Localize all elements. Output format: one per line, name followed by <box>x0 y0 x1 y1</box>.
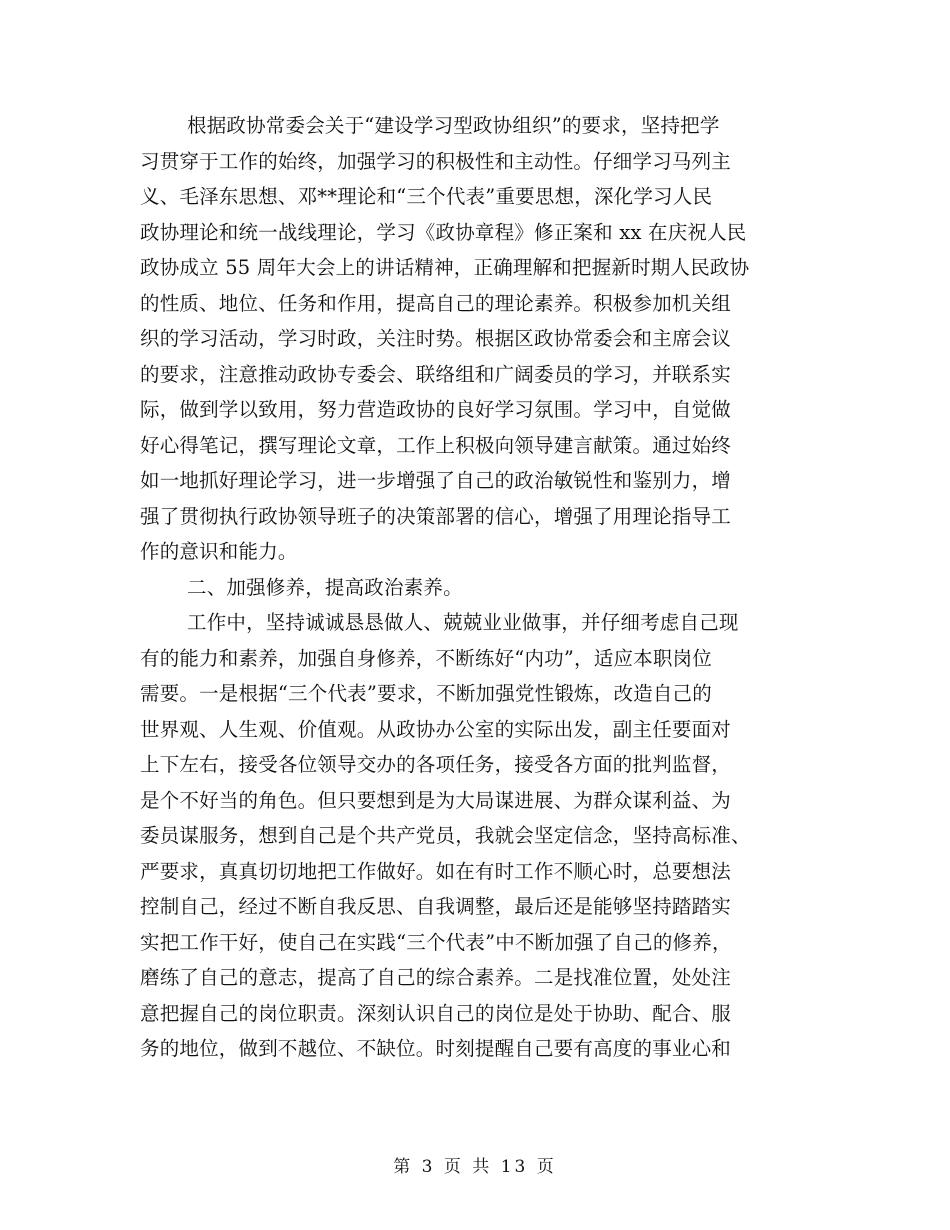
text-line: 世界观、人生观、价值观。从政协办公室的实际出发，副主任要面对 <box>140 717 732 741</box>
text-line: 的要求，注意推动政协专委会、联络组和广阔委员的学习，并联系实 <box>140 362 732 386</box>
text-line: 严要求，真真切切地把工作做好。如在有时工作不顺心时，总要想法 <box>140 859 732 883</box>
text-line: 意把握自己的岗位职责。深刻认识自己的岗位是处于协助、配合、服 <box>140 1001 732 1025</box>
text-line: 习贯穿于工作的始终，加强学习的积极性和主动性。仔细学习马列主 <box>140 149 732 173</box>
text-line: 委员谋服务，想到自己是个共产党员，我就会坚定信念，坚持高标准、 <box>140 824 751 847</box>
text-line: 好心得笔记，撰写理论文章，工作上积极向领导建言献策。通过始终 <box>140 433 732 457</box>
text-line: 织的学习活动，学习时政，关注时势。根据区政协常委会和主席会议 <box>140 327 732 350</box>
page-number-footer: 第 3 页 共 13 页 <box>393 1157 557 1177</box>
heading-line: 二、加强修养，提高政治素养。 <box>187 575 463 599</box>
text-line: 务的地位，做到不越位、不缺位。时刻提醒自己要有高度的事业心和 <box>140 1037 732 1060</box>
text-line: 控制自己，经过不断自我反思、自我调整，最后还是能够坚持踏踏实 <box>140 895 732 918</box>
text-line: 的性质、地位、任务和作用，提高自己的理论素养。积极参加机关组 <box>140 291 732 315</box>
document-body <box>140 108 800 1067</box>
text-line: 政协理论和统一战线理论，学习《政协章程》修正案和 xx 在庆祝人民 <box>140 220 747 244</box>
text-line: 政协成立 55 周年大会上的讲话精神，正确理解和把握新时期人民政协 <box>140 256 750 279</box>
text-line: 工作中，坚持诚诚恳恳做人、兢兢业业做事，并仔细考虑自己现 <box>187 611 739 634</box>
text-line: 强了贯彻执行政协领导班子的决策部署的信心，增强了用理论指导工 <box>140 504 732 528</box>
text-line: 是个不好当的角色。但只要想到是为大局谋进展、为群众谋利益、为 <box>140 788 732 812</box>
paragraph-cultivation <box>140 605 800 1067</box>
text-line: 上下左右，接受各位领导交办的各项任务，接受各方面的批判监督， <box>140 753 732 776</box>
text-line: 根据政协常委会关于“建设学习型政协组织”的要求，坚持把学 <box>187 114 720 137</box>
text-line: 如一地抓好理论学习，进一步增强了自己的政治敏锐性和鉴别力，增 <box>140 469 732 492</box>
text-line: 作的意识和能力。 <box>140 540 298 563</box>
text-line: 有的能力和素养，加强自身修养，不断练好“内功”，适应本职岗位 <box>140 646 712 670</box>
text-line: 磨练了自己的意志，提高了自己的综合素养。二是找准位置，处处注 <box>140 966 732 989</box>
text-line: 义、毛泽东思想、邓**理论和“三个代表”重要思想，深化学习人民 <box>140 185 713 208</box>
text-line: 需要。一是根据“三个代表”要求，不断加强党性锻炼，改造自己的 <box>140 682 712 705</box>
text-line: 实把工作干好，使自己在实践“三个代表”中不断加强了自己的修养， <box>140 930 732 954</box>
paragraph-study <box>140 108 800 570</box>
section-heading <box>140 570 800 606</box>
text-line: 际，做到学以致用，努力营造政协的良好学习氛围。学习中，自觉做 <box>140 398 732 421</box>
